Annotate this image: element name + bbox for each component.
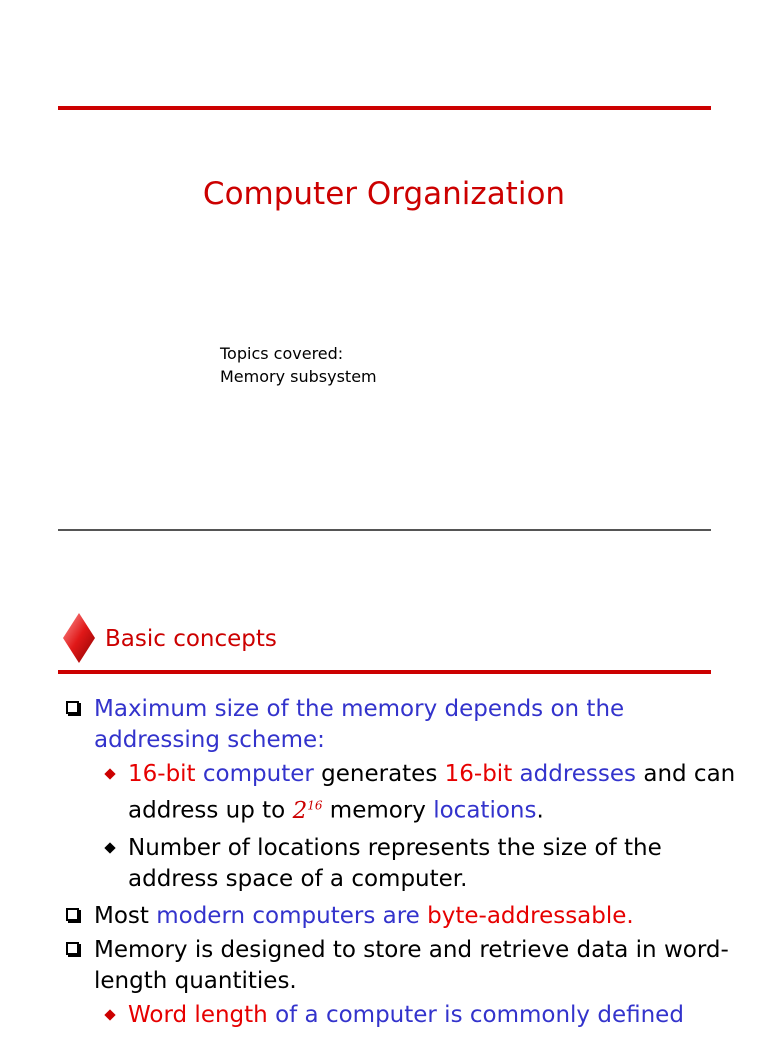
checkbox-bullet-icon [66, 701, 79, 714]
text-address-up-to: and can address up to [128, 761, 736, 824]
power-base: 2 [292, 797, 308, 824]
bullet-text: of a computer is commonly defined [275, 1001, 684, 1028]
slide-title: Computer Organization [202, 176, 566, 212]
text-period: . [536, 797, 544, 824]
topics-label: Topics covered: [220, 344, 344, 363]
term-addresses: addresses [519, 761, 637, 787]
bullet-text: Maximum size of the memory depends on the addressing scheme: [94, 696, 625, 753]
term-word-length: Word length [128, 1001, 268, 1028]
checkbox-bullet-icon [66, 908, 79, 921]
term-16bit-2: 16-bit [444, 761, 513, 787]
slide-body [66, 694, 746, 1037]
bullet-text: Number of locations represents the size of the address space of a computer. [128, 834, 662, 892]
text-memory: memory [329, 797, 426, 824]
bullet-byte-addressable [66, 901, 746, 932]
subbullet-word-length [66, 1000, 746, 1031]
red-diamond-icon [62, 612, 96, 668]
top-red-rule [58, 106, 711, 110]
term-locations: locations [433, 797, 537, 824]
text-generates: generates [321, 761, 438, 787]
term-byte-addressable: byte-addressable. [427, 902, 634, 929]
bullet-text: Memory is designed to store and retrieve data in word-length quantities. [94, 936, 729, 994]
diamond-bullet-icon [104, 768, 115, 779]
bullet-address-size [66, 694, 746, 756]
term-16bit: 16-bit [128, 761, 196, 787]
subbullet-16bit [66, 759, 746, 827]
heading-red-rule [58, 670, 711, 674]
diamond-bullet-icon [104, 842, 115, 853]
text-most: Most [94, 902, 149, 929]
diamond-bullet-icon [104, 1009, 115, 1020]
subbullet-locations [66, 833, 746, 895]
term-modern-computers: modern computers are [156, 902, 420, 929]
topics-item: Memory subsystem [220, 367, 377, 386]
slide-separator-rule [58, 529, 711, 531]
topics-block [220, 342, 377, 388]
power-expression [293, 798, 323, 824]
power-exponent: 16 [307, 798, 323, 812]
term-computer: computer [202, 761, 314, 787]
bullet-word-length [66, 935, 746, 997]
checkbox-bullet-icon [66, 942, 79, 955]
slide-heading: Basic concepts [105, 626, 277, 652]
